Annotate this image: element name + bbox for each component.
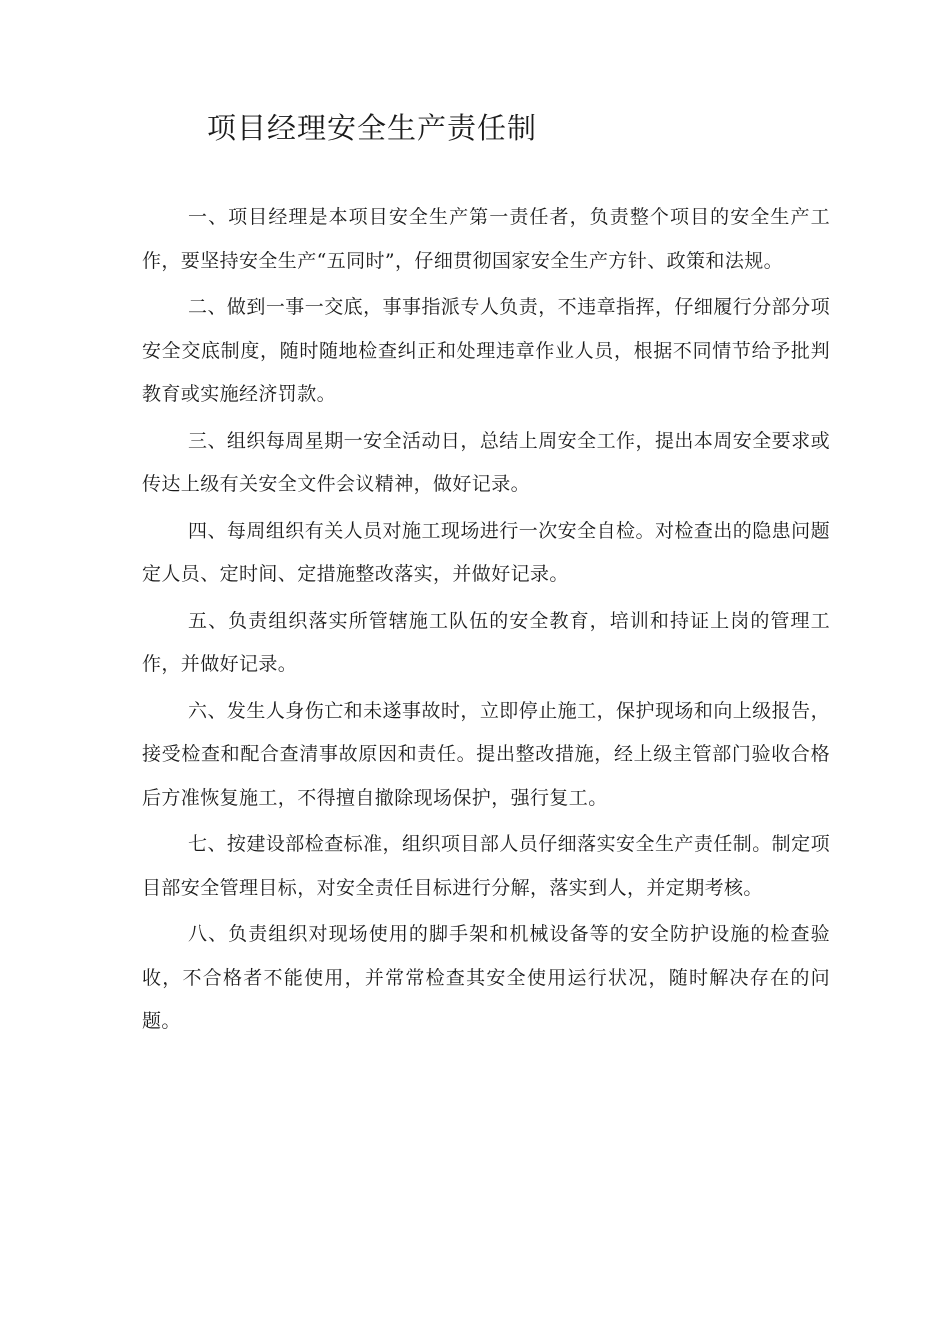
paragraph-8: 八、负责组织对现场使用的脚手架和机械设备等的安全防护设施的检查验收，不合格者不能使用，并常常检查其安全使用运行状况，随时解决存在的问题。	[142, 923, 830, 1032]
paragraph-4: 四、每周组织有关人员对施工现场进行一次安全自检。对检查出的隐患问题定人员、定时间、定措施整改落实，并做好记录。	[142, 519, 830, 585]
paragraph-1: 一、项目经理是本项目安全生产第一责任者，负责整个项目的安全生产工作，要坚持安全生产“五同时”，仔细贯彻国家安全生产方针、政策和法规。	[142, 206, 830, 272]
paragraph-6: 六、发生人身伤亡和未遂事故时，立即停止施工，保护现场和向上级报告，接受检查和配合查清事故原因和责任。提出整改措施，经上级主管部门验收合格后方准恢复施工，不得擅自撤除现场保护，强行复工。	[142, 699, 830, 809]
paragraph-5: 五、负责组织落实所管辖施工队伍的安全教育，培训和持证上岗的管理工作，并做好记录。	[142, 609, 830, 675]
document-body	[142, 196, 830, 1047]
paragraph-2: 二、做到一事一交底，事事指派专人负责，不违章指挥，仔细履行分部分项安全交底制度，随时随地检查纠正和处理违章作业人员，根据不同情节给予批判教育或实施经济罚款。	[142, 296, 830, 405]
document-title: 项目经理安全生产责任制	[207, 111, 538, 145]
paragraph-3: 三、组织每周星期一安全活动日，总结上周安全工作，提出本周安全要求或传达上级有关安全文件会议精神，做好记录。	[142, 429, 830, 495]
paragraph-7: 七、按建设部检查标准，组织项目部人员仔细落实安全生产责任制。制定项目部安全管理目标，对安全责任目标进行分解，落实到人，并定期考核。	[142, 833, 830, 899]
